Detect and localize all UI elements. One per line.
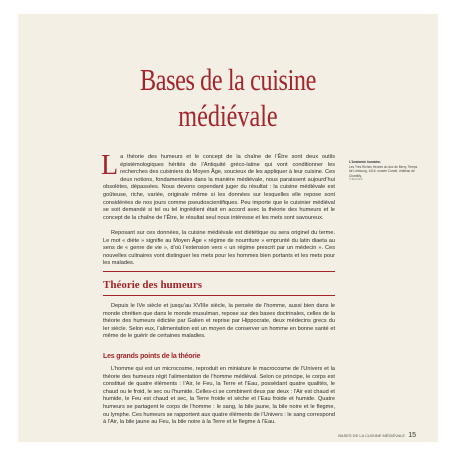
image-caption (349, 160, 419, 183)
humours-paragraph: Depuis le IVe siècle et jusqu’au XVIIIe siècle, la pensée de l’homme, aussi bien dans le monde chrétien que dans le monde musulman, repose sur des bases doctrinales, celles de la théorie des humeurs édictée par Galien et reprise par Hippocrate, deux médecins grecs du Ier siècle. Selon eux, l’alimentation est un moyen de conserver un homme en bonne santé et même de le guérir de certaines maladies. (103, 303, 335, 340)
intro-text: a théorie des humeurs et le concept de la chaîne de l’Être sont deux outils épistémologiques hérités de l’Antiquité gréco-latine qui vont conditionner les recherches des cuisiniers du Moyen Âge, soucieux de les appliquer à leur cuisine. Ces deux notions, fondamentales dans la manière médiévale, nous paraissent aujourd’hui obsolètes, dépassées. Nous devons cependant juger du résultat : la cuisine médiévale est goûteuse, riche, variée, originale même si les données sur lesquelles elle repose sont considérées de nos jours comme pseudoscientifiques. Peu importe que le cuisinier médiéval se soit demandé si tel ou tel ingrédient était en accord avec la théorie des humeurs et le concept de la chaîne de l’Être, le résultat seul nous intéresse et les mets sont savoureux. (103, 154, 335, 221)
subsection-heading: Les grands points de la théorie (103, 353, 201, 360)
book-page (18, 14, 438, 442)
page-title-line-2: médiévale (178, 98, 278, 133)
page-title-line-1: Bases de la cuisine (140, 62, 316, 97)
page-footer (338, 432, 416, 440)
running-title: BASES DE LA CUISINE MÉDIÉVALE (338, 433, 406, 438)
caption-text: Les Très Riches Heures du duc de Berry, Temps de Limbourg, 1416, musée Condé, château de Chantilly. (349, 164, 418, 178)
section-rule-bottom (103, 295, 335, 296)
section-heading: Théorie des humeurs (103, 279, 202, 291)
caption-credit: © Bernhard (349, 178, 363, 182)
section-rule-top (103, 271, 335, 272)
caption-title: L’Anatomie humaine. (349, 160, 382, 164)
diet-paragraph: Reposant sur ces données, la cuisine médiévale est diététique ou sera originel du terme. Le mot « diète » signifie au Moyen Âge « régime de nourriture » emprunté du latin diaeta au sens de « genre de vie », d’où l’extension vers « un régime prescrit par un médecin ». Ces nouvelles culinaires vont distinguer les mets pour les hommes bien portants et les mets pour les malades. (103, 230, 335, 267)
theory-points-paragraph: L’homme qui est un microcosme, reproduit en miniature le macrocosme de l’Univers et la théorie des humeurs régit l’alimentation de l’homme médiéval. Selon ce principe, le corps est constitué de quatre éléments : l’Air, le Feu, la Terre et l’Eau, possédant quatre qualités, le chaud ou le froid, le sec ou l’humide. Celles-ci se combinent deux par deux : l’Air est chaud et humide, le Feu est chaud et sec, la Terre froide et sèche et l’Eau froide et humide. Quatre humeurs se partagent le corps de l’homme : le sang, la bile jaune, la bile noire et le flegme, ou lymphe. Ces humeurs se rapportent aux quatre éléments de l’Univers : le sang correspond à l’Air, la bile jaune au Feu, la bile noire à la Terre et le flegme à l’Eau. (103, 366, 335, 426)
drop-cap: L (101, 150, 119, 181)
page-number: 15 (408, 432, 416, 439)
intro-paragraph (101, 150, 335, 222)
